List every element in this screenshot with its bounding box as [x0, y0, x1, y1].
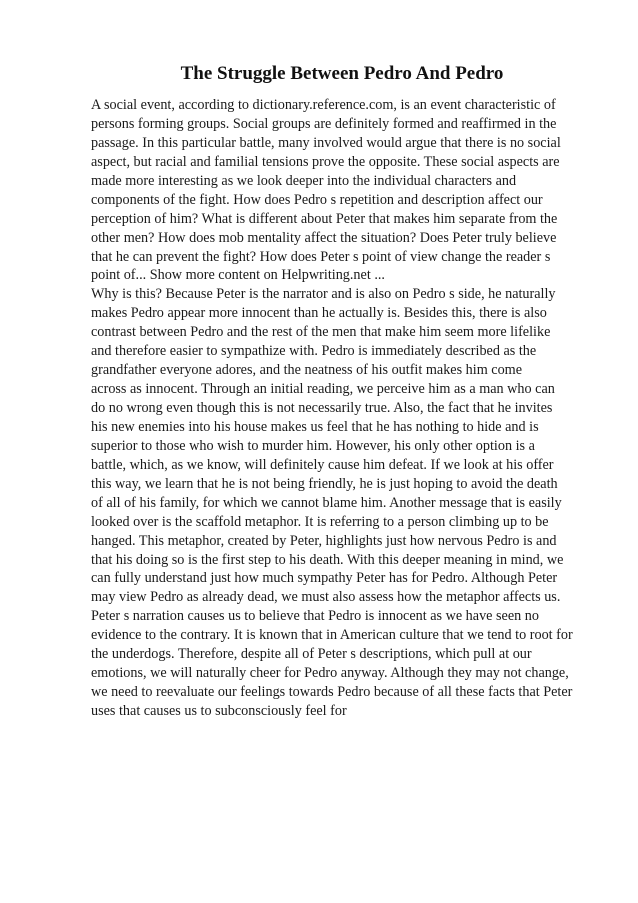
text-line: makes Pedro appear more innocent than he actually is. Besides this, there is also: [91, 305, 547, 322]
text-line: hanged. This metaphor, created by Peter, highlights just how nervous Pedro is and: [91, 532, 557, 549]
text-line: uses that causes us to subconsciously feel for: [91, 703, 347, 719]
text-line: other men? How does mob mentality affect the situation? Does Peter truly believe: [91, 229, 557, 246]
text-line: contrast between Pedro and the rest of the men that make him seem more lifelike: [91, 324, 551, 341]
text-line: persons forming groups. Social groups are definitely formed and reaffirmed in the: [91, 115, 557, 132]
text-line: made more interesting as we look deeper into the individual characters and: [91, 172, 517, 189]
text-line: that his doing so is the first step to his death. With this deeper meaning in mind, we: [91, 551, 564, 568]
text-line: looked over is the scaffold metaphor. It is referring to a person climbing up to be: [91, 513, 549, 530]
text-line: across as innocent. Through an initial reading, we perceive him as a man who can: [91, 381, 555, 398]
text-line: his new enemies into his house makes us feel that he has nothing to hide and is: [91, 418, 539, 435]
text-line: of all of his family, for which we cannot blame him. Another message that is easily: [91, 494, 562, 511]
text-line: can fully understand just how much sympathy Peter has for Pedro. Although Peter: [91, 570, 558, 587]
text-line: and therefore easier to sympathize with. Pedro is immediately described as the: [91, 343, 537, 360]
document-body: [91, 96, 631, 721]
text-line: may view Pedro as already dead, we must also assess how the metaphor affects us.: [91, 589, 561, 606]
document-title: The Struggle Between Pedro And Pedro: [180, 63, 504, 84]
text-line: Peter s narration causes us to believe that Pedro is innocent as we have seen no: [91, 608, 539, 625]
text-line: perception of him? What is different about Peter that makes him separate from the: [91, 210, 558, 227]
text-line: evidence to the contrary. It is known that in American culture that we tend to root for: [91, 627, 573, 644]
text-line: do no wrong even though this is not necessarily true. Also, the fact that he invites: [91, 400, 553, 416]
text-line: passage. In this particular battle, many involved would argue that there is no social: [91, 134, 561, 151]
text-line: grandfather everyone adores, and the neatness of his outfit makes him come: [91, 362, 522, 379]
text-line: this way, we learn that he is not being friendly, he is just hoping to avoid the death: [91, 475, 558, 492]
text-line: emotions, we will naturally cheer for Pedro anyway. Although they may not change,: [91, 665, 569, 682]
text-line: we need to reevaluate our feelings towards Pedro because of all these facts that Peter: [91, 684, 573, 701]
text-line: components of the fight. How does Pedro s repetition and description affect our: [91, 191, 543, 208]
text-line: the underdogs. Therefore, despite all of Peter s descriptions, which pull at our: [91, 646, 532, 663]
text-line: that he can prevent the fight? How does Peter s point of view change the reader s: [91, 248, 551, 265]
text-line: superior to those who wish to murder him. However, his only other option is a: [91, 437, 535, 454]
text-line: battle, which, as we know, will definitely cause him defeat. If we look at his offer: [91, 456, 554, 473]
text-line: Why is this? Because Peter is the narrator and is also on Pedro s side, he naturally: [91, 286, 556, 303]
text-line: A social event, according to dictionary.reference.com, is an event characteristic of: [91, 97, 556, 113]
text-line: aspect, but racial and familial tensions prove the opposite. These social aspects are: [91, 153, 560, 170]
text-line: point of... Show more content on Helpwriting.net ...: [91, 267, 385, 284]
